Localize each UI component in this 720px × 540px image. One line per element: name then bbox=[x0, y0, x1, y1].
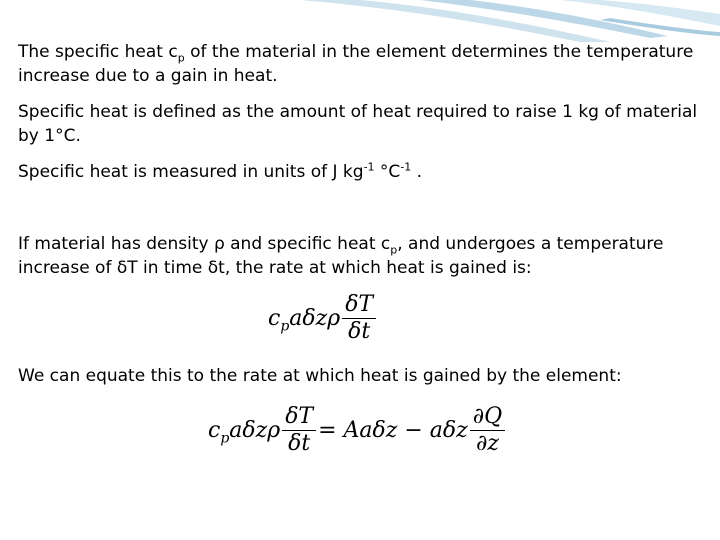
fraction-dT-dt: $\frac{\delta T}{\delta t}$ bbox=[282, 404, 316, 457]
equation-heat-gain-rate: $c_pa\delta z\rho$ $\frac{\delta T}{\delta t}$ bbox=[268, 292, 428, 362]
fraction-dQ-dz: $\frac{\partial Q}{\partial z}$ bbox=[470, 404, 505, 457]
paragraph-equate-heat-gain: We can equate this to the rate at which heat is gained by the element: bbox=[18, 366, 622, 386]
fraction-dT-dt: $\frac{\delta T}{\delta t}$ bbox=[342, 292, 376, 345]
equation-heat-balance: $c_pa\delta z\rho$ $\frac{\delta T}{\delta t}$ = Aaδz − aδz $\frac{\partial Q}{\partial z}$ bbox=[208, 404, 528, 474]
paragraph-specific-heat-definition: Specific heat is defined as the amount of heat required to raise 1 kg of material by 1°C. bbox=[18, 102, 698, 146]
paragraph-specific-heat-intro: The specific heat $c_p$ of the material in the element determines the temperature increase due to a gain in heat. bbox=[18, 42, 694, 86]
paragraph-heat-gain-rate: If material has density ρ and specific heat $c_p$, and undergoes a temperature increase of δT in time δt, the rate at which heat is gained is: bbox=[18, 234, 664, 278]
paragraph-specific-heat-units: Specific heat is measured in units of J $kg^{-1}$ $^\circ C^{-1}$ . bbox=[18, 160, 423, 182]
header-swoosh-decoration bbox=[0, 0, 720, 45]
